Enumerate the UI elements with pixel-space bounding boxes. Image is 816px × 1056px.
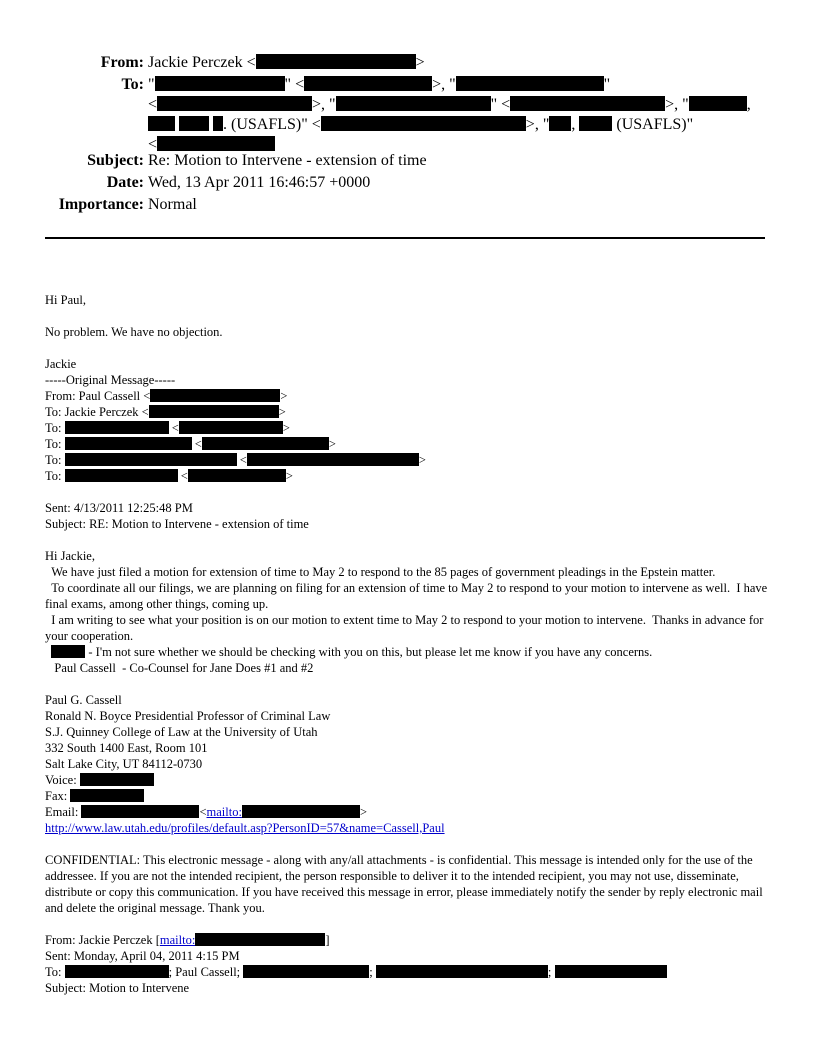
redaction [65, 469, 178, 482]
redaction [70, 789, 144, 802]
redaction [51, 645, 85, 658]
redaction [321, 116, 526, 131]
redaction [336, 96, 491, 111]
redaction [179, 116, 209, 131]
to-line-3: . (USAFLS)" < >, " , (USAFLS)" [148, 114, 693, 136]
redaction [149, 405, 279, 418]
orig1-paragraph-3: I am writing to see what your position is on our motion to extent time to May 2 to respond to your motion to intervene. Thanks in advance for your cooperation. [45, 613, 767, 643]
to-usafls-2: (USAFLS)" [616, 116, 694, 133]
signature-address-1: 332 South 1400 East, Room 101 [45, 741, 208, 755]
importance-value: Normal [148, 196, 197, 213]
orig1-paragraph-4: - I'm not sure whether we should be checking with you on this, but please let me know if you have any concerns. [45, 644, 775, 660]
orig1-greeting: Hi Jackie, [45, 549, 95, 563]
email-body [45, 292, 775, 996]
to-label: To: [121, 76, 144, 93]
from-value: Jackie Perczek < > [148, 54, 425, 71]
subject-label: Subject: [87, 152, 144, 169]
orig1-paragraph-1: We have just filed a motion for extension of time to May 2 to respond to the 85 pages of government pleadings in the Epstein matter. [45, 565, 716, 579]
redaction [456, 76, 604, 91]
orig2-from: From: Jackie Perczek [mailto: ] [45, 933, 330, 947]
redaction [157, 136, 275, 151]
to-line-4: < [148, 134, 275, 156]
confidentiality-notice: CONFIDENTIAL: This electronic message - along with any/all attachments - is confidential. This message is intended only for the use of the addressee. If you are not the intended recipient, the person responsible to deliver it to the intended recipient, you may not use, disseminate, distribute or copy this communication. If you have received this message in error, please immediately notify the sender by reply electronic mail and delete the original message. Thank you. [45, 853, 763, 915]
redaction [65, 453, 237, 466]
header-divider [45, 237, 765, 239]
orig1-to-row: To: < > [45, 421, 290, 435]
orig1-sent: Sent: 4/13/2011 12:25:48 PM [45, 501, 193, 515]
email-header [0, 52, 816, 222]
signature-address-2: Salt Lake City, UT 84112-0730 [45, 757, 203, 771]
redaction [555, 965, 667, 978]
redaction [150, 389, 280, 402]
orig1-to-row: To: < > [45, 437, 336, 451]
redaction [202, 437, 329, 450]
orig1-from: From: Paul Cassell < > [45, 389, 288, 403]
signature-voice: Voice: [45, 772, 775, 788]
date-value: Wed, 13 Apr 2011 16:46:57 +0000 [148, 174, 371, 191]
redaction [155, 76, 285, 91]
signature-email: Email: <mailto: > [45, 805, 367, 819]
redaction [549, 116, 571, 131]
subject-value: Re: Motion to Intervene - extension of time [148, 152, 427, 169]
signature-name: Paul G. Cassell [45, 693, 122, 707]
orig2-mailto-link[interactable]: mailto: [159, 933, 196, 947]
redaction [179, 421, 283, 434]
redaction [188, 469, 286, 482]
redaction [65, 437, 192, 450]
reply-greeting: Hi Paul, [45, 293, 86, 307]
redaction [304, 76, 432, 91]
signature-title: Ronald N. Boyce Presidential Professor of Criminal Law [45, 709, 331, 723]
orig2-subject: Subject: Motion to Intervene [45, 981, 190, 995]
redaction [65, 421, 169, 434]
to-line-2: < >, " " < >, " , [148, 96, 751, 113]
from-name: Jackie Perczek [148, 54, 243, 71]
orig1-paragraph-5: Paul Cassell - Co-Counsel for Jane Does #1 and #2 [45, 661, 314, 675]
orig1-to-row: To: < > [45, 469, 293, 483]
profile-link[interactable]: http://www.law.utah.edu/profiles/default.asp?PersonID=57&name=Cassell,Paul [45, 821, 445, 835]
redaction [579, 116, 612, 131]
redaction [376, 965, 548, 978]
redaction [80, 773, 154, 786]
original-message-marker: -----Original Message----- [45, 373, 176, 387]
redaction [256, 54, 416, 69]
redaction [157, 96, 312, 111]
signature-mailto-link[interactable]: mailto: [206, 805, 242, 819]
orig1-paragraph-2: To coordinate all our filings, we are planning on filing for an extension of time to May 2 to respond to your motion to intervene as well. I have final exams, among other things, coming up. [45, 581, 771, 611]
redaction [195, 933, 325, 946]
reply-message: No problem. We have no objection. [45, 325, 223, 339]
orig2-sent: Sent: Monday, April 04, 2011 4:15 PM [45, 949, 240, 963]
importance-label: Importance: [58, 196, 144, 213]
reply-signoff: Jackie [45, 357, 77, 371]
redaction [247, 453, 419, 466]
orig1-subject: Subject: RE: Motion to Intervene - extension of time [45, 517, 309, 531]
redaction [213, 116, 223, 131]
redaction [689, 96, 747, 111]
signature-fax: Fax: [45, 788, 775, 804]
redaction [242, 805, 360, 818]
orig2-to: To: ; Paul Cassell; ; ; [45, 964, 775, 980]
signature-school: S.J. Quinney College of Law at the University of Utah [45, 725, 318, 739]
redaction [81, 805, 199, 818]
date-label: Date: [106, 174, 144, 191]
to-line-1: " " < >, " " [148, 76, 611, 93]
from-label: From: [100, 54, 144, 71]
to-usafls-1: . (USAFLS)" [223, 116, 308, 133]
redaction [148, 116, 175, 131]
orig1-to: To: Jackie Perczek < > [45, 405, 286, 419]
orig1-to-row: To: < > [45, 453, 426, 467]
redaction [510, 96, 665, 111]
redaction [243, 965, 369, 978]
redaction [65, 965, 169, 978]
